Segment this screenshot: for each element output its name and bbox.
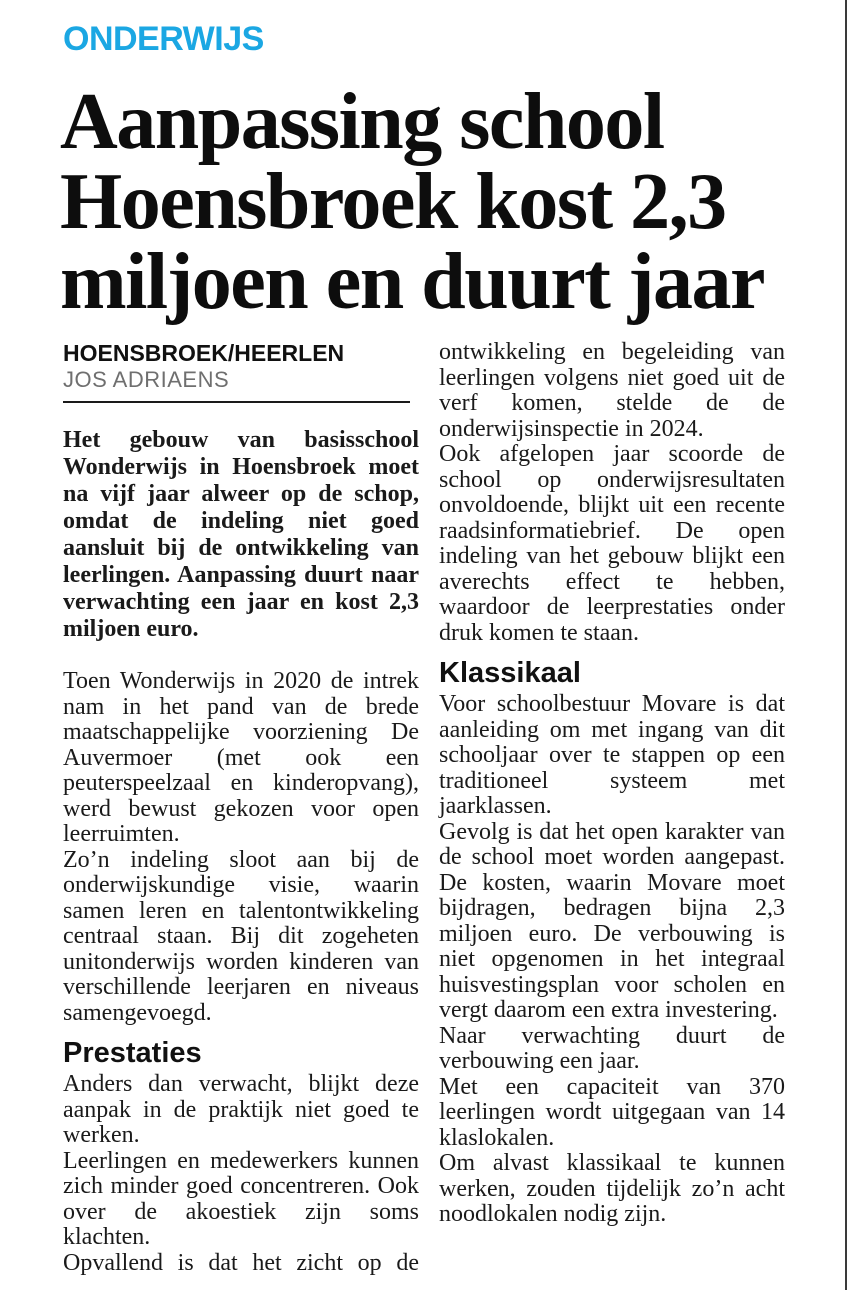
- paragraph: Ook afgelopen jaar scoorde de school op onderwijsresultaten onvoldoende, blijkt uit een recente raadsinformatiebrief. De open indeling van het gebouw blijkt een averechts effect te hebben, waardoor de leerprestaties onder druk komen te staan.: [439, 441, 785, 646]
- paragraph: Toen Wonderwijs in 2020 de intrek nam in het pand van de brede maatschappelijke voorziening De Auvermoer (met ook een peuterspeelzaal en kinderopvang), werd bewust gekozen voor open leerruimten.: [63, 668, 419, 847]
- paragraph: Naar verwachting duurt de verbouwing een jaar.: [439, 1022, 785, 1074]
- byline-divider: [63, 401, 410, 403]
- paragraph: Voor schoolbestuur Movare is dat aanleiding om met ingang van dit schooljaar over te stappen op een traditioneel systeem met jaarklassen.: [439, 691, 785, 819]
- subheading: Klassikaal: [439, 657, 581, 689]
- headline-line-2: Hoensbroek kost 2,3: [60, 158, 726, 246]
- byline-block: [63, 340, 419, 403]
- paragraph: Zo’n indeling sloot aan bij de onderwijskundige visie, waarin samen leren en talentontwikkeling centraal staan. Bij dit zogeheten unitonderwijs worden kinderen van verschillende leerjaren en niveaus samengevoegd.: [63, 846, 419, 1026]
- section-kicker: ONDERWIJS: [63, 20, 264, 58]
- left-column-text: [63, 669, 419, 1276]
- right-column-text: [439, 340, 785, 1228]
- article-headline: [60, 78, 820, 326]
- paragraph: Anders dan verwacht, blijkt deze aanpak in de praktijk niet goed te werken.: [63, 1071, 419, 1148]
- author-name: JOS ADRIAENS: [63, 367, 230, 392]
- left-column: [63, 340, 419, 1276]
- article-intro: Het gebouw van basisschool Wonderwijs in Hoensbroek moet na vijf jaar alweer op de schop, omdat de indeling niet goed aansluit bij de ontwikkeling van leerlingen. Aanpassing duurt naar verwachting een jaar en kost 2,3 miljoen euro.: [63, 427, 419, 642]
- headline-line-1: Aanpassing school: [60, 78, 664, 166]
- headline-line-3: miljoen en duurt jaar: [60, 238, 765, 326]
- right-column: [439, 340, 785, 1276]
- paragraph: Gevolg is dat het open karakter van de school moet worden aangepast. De kosten, waarin Movare moet bijdragen, bedragen bijna 2,3 miljoen euro. De verbouwing is niet opgenomen in het integraal huisvestingsplan voor scholen en vergt daarom een extra investering.: [439, 818, 785, 1023]
- paragraph: Om alvast klassikaal te kunnen werken, zouden tijdelijk zo’n acht noodlokalen nodig zijn.: [439, 1150, 785, 1227]
- subheading: Prestaties: [63, 1037, 202, 1069]
- page-edge-rule: [845, 0, 847, 1290]
- dateline: HOENSBROEK/HEERLEN: [63, 340, 345, 366]
- paragraph: Met een capaciteit van 370 leerlingen wordt uitgegaan van 14 klaslokalen.: [439, 1073, 785, 1151]
- paragraph: Leerlingen en medewerkers kunnen zich minder goed concentreren. Ook over de akoestiek zijn soms klachten.: [63, 1147, 419, 1250]
- paragraph: Opvallend is dat het zicht op de: [63, 1249, 419, 1276]
- paragraph: ontwikkeling en begeleiding van leerlingen volgens niet goed uit de verf komen, stelde de de onderwijsinspectie in 2024.: [439, 339, 785, 442]
- article-columns: [63, 340, 785, 1276]
